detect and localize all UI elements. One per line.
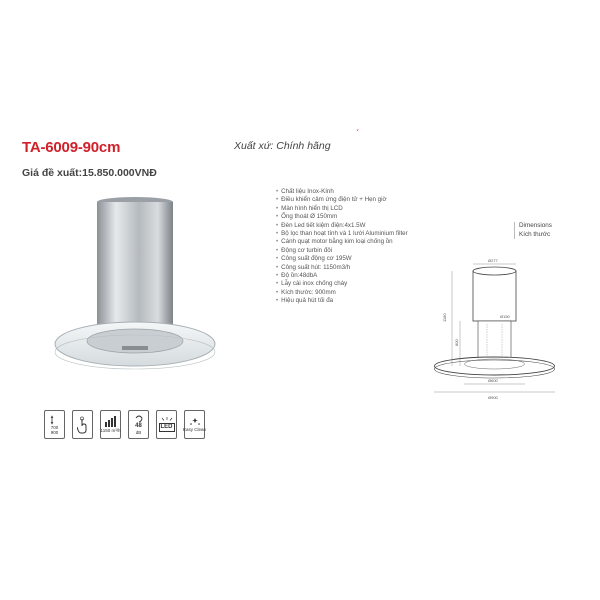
feature-item: • Động cơ turbin đôi xyxy=(276,247,408,255)
range-hood-image xyxy=(50,194,220,389)
dimension-drawing xyxy=(432,254,562,404)
dim-label-pipe: Ø150 xyxy=(500,314,510,319)
feature-item: • Lẫy cài inox chống cháy xyxy=(276,280,408,288)
feature-item: • Đèn Led tiết kiệm điện:4x1.5W xyxy=(276,222,408,230)
feature-item: • Hiệu quả hút tối đa xyxy=(276,297,408,305)
feature-icons xyxy=(44,410,205,439)
feature-item: • Điều khiển cảm ứng điện tử + Hẹn giờ xyxy=(276,196,408,204)
dim-label-outer: Ø900 xyxy=(488,395,498,400)
feature-item: • Công suất động cơ 195W xyxy=(276,255,408,263)
suction-power-icon: 1150 m³/h xyxy=(100,410,121,439)
feature-item: • Độ ồn:48dbA xyxy=(276,272,408,280)
dim-label-inner: Ø600 xyxy=(488,378,498,383)
decorative-mark: ˊ xyxy=(356,129,360,140)
dimensions-label-vi: Kích thước xyxy=(519,230,551,238)
dim-label-lower: 800 xyxy=(454,339,459,346)
feature-item: • Màn hình hiển thị LCD xyxy=(276,205,408,213)
noise-level-icon: 48 dB xyxy=(128,410,149,439)
feature-item: • Công suất hút: 1150m3/h xyxy=(276,264,408,272)
product-origin: Xuất xứ: Chính hãng xyxy=(234,140,331,152)
dimensions-heading xyxy=(514,222,552,239)
feature-list xyxy=(276,188,408,306)
touch-control-icon xyxy=(72,410,93,439)
dimensions-label-en: Dimensions xyxy=(519,222,552,229)
product-price: Giá đề xuất:15.850.000VNĐ xyxy=(22,167,157,179)
feature-item: • Kích thước: 900mm xyxy=(276,289,408,297)
feature-item: • Chất liệu Inox-Kính xyxy=(276,188,408,196)
led-light-icon: LED xyxy=(156,410,177,439)
dim-label-top: Ø277 xyxy=(488,258,498,263)
product-model: TA-6009-90cm xyxy=(22,139,121,156)
feature-item: • Bộ lọc than hoạt tính và 1 lưới Aluminium filter xyxy=(276,230,408,238)
height-adjust-icon: 700 900 xyxy=(44,410,65,439)
dim-label-height: 1180 xyxy=(442,313,447,322)
feature-item: • Ống thoát Ø 150mm xyxy=(276,213,408,221)
easy-clean-icon: Easy Clean xyxy=(184,410,205,439)
feature-item: • Cánh quạt motor bằng kim loại chống ồn xyxy=(276,238,408,246)
